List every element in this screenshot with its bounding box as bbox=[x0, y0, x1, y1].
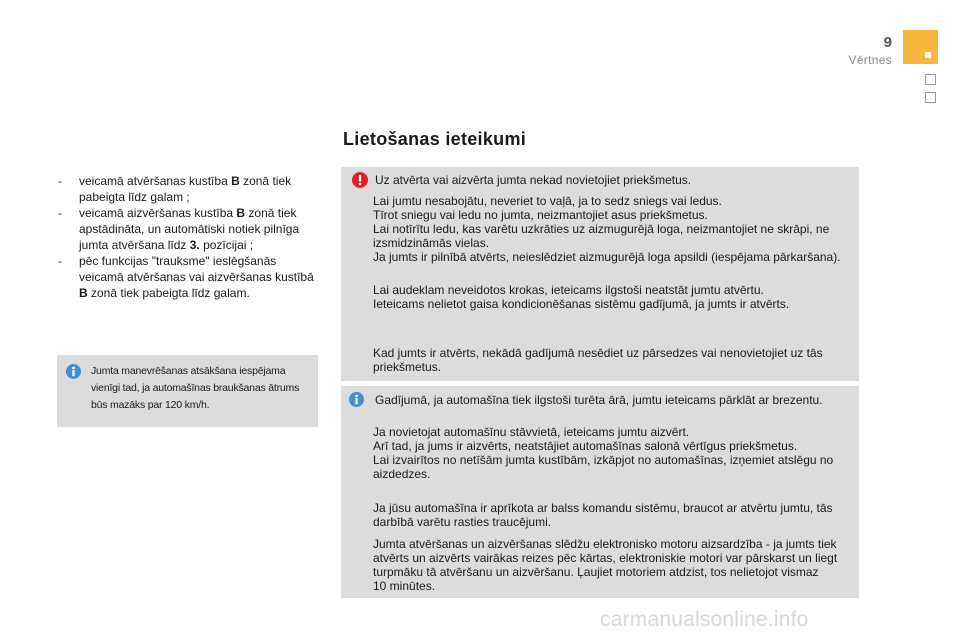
speed-info-note bbox=[57, 355, 318, 427]
info-note-text: Jumta manevrēšanas atsākšana iespējama vienīgi tad, ja automašīnas braukšanas ātrums būs mazāks par 120 km/h. bbox=[91, 365, 300, 411]
section-tab-2[interactable] bbox=[925, 74, 936, 85]
tab-marker-icon bbox=[925, 52, 931, 58]
warning-text-3: Lai audeklam neveidotos krokas, ieteicams ilgstoši neatstāt jumtu atvērtu. Ieteicams nelietot gaisa kondicionēšanas sistēmu gadījumā, ja jumts ir atvērts. bbox=[373, 283, 790, 311]
info-text-4: Jumta atvēršanas un aizvēršanas slēdžu elektronisko motoru aizsardzība - ja jumts tiek atvērts un aizvērts vairākas reizes pēc kārtas, elektroniskie motori var pārskarst un liegt turpmāku tā atvēršanu un aizvēršanu. Ļaujiet motoriem atdzist, tos nelietojot vismaz 10 minūtes. bbox=[373, 537, 838, 593]
warning-text-2: Lai jumtu nesabojātu, neveriet to vaļā, ja to sedz sniegs vai ledus. Tīrot sniegu vai ledu no jumta, neizmantojiet asus priekšmetus. Lai notīrītu ledu, kas varētu uzkrāties uz aizmugurējā loga, neizmantojiet ne skrāpi, ne izsmidzināmās vielas. Ja jumts ir pilnībā atvērts, neieslēdziet aizmugurējā loga apsildi (iespējama pārkaršana). bbox=[373, 194, 841, 264]
info-text-2: Ja novietojat automašīnu stāvvietā, ieteicams jumtu aizvērt. Arī tad, ja jums ir aizvērts, neatstājiet automašīnas salonā vērtīgus priekšmetus. Lai izvairītos no netīšām jumta kustībām, izkāpjot no automašīnas, izņemiet atslēgu no aizdedzes. bbox=[373, 425, 834, 481]
info-box bbox=[341, 386, 859, 598]
page-number: 9 bbox=[883, 34, 892, 51]
list-item: - veicamā atvēršanas kustība B zonā tiek pabeigta līdz galam ; bbox=[58, 174, 292, 204]
list-item: - veicamā aizvēršanas kustība B zonā tiek apstādināta, un automātiski notiek pilnīga jumta atvēršana līdz 3. pozīcijai ; bbox=[58, 206, 300, 252]
info-icon bbox=[66, 364, 81, 379]
warning-icon bbox=[352, 172, 368, 188]
behaviour-list bbox=[58, 173, 320, 301]
info-icon bbox=[349, 392, 364, 407]
warning-text-4: Kad jumts ir atvērts, nekādā gadījumā nesēdiet uz pārsedzes vai nenovietojiet uz tās priekšmetus. bbox=[373, 346, 823, 374]
info-text-3: Ja jūsu automašīna ir aprīkota ar balss komandu sistēmu, braucot ar atvērtu jumtu, tās darbībā varētu rasties traucējumi. bbox=[373, 501, 833, 529]
watermark: carmanualsonline.info bbox=[600, 608, 809, 631]
page-title: Lietošanas ieteikumi bbox=[343, 129, 527, 149]
warning-box bbox=[341, 167, 859, 381]
warning-text-1: Uz atvērta vai aizvērta jumta nekad novietojiet priekšmetus. bbox=[375, 173, 692, 187]
section-tab-active[interactable] bbox=[903, 30, 938, 64]
section-tab-3[interactable] bbox=[925, 92, 936, 103]
list-item: - pēc funkcijas "trauksme" ieslēgšanās veicamā atvēršanas vai aizvēršanas kustībā B zonā tiek pabeigta līdz galam. bbox=[58, 254, 314, 300]
info-text-1: Gadījumā, ja automašīna tiek ilgstoši turēta ārā, jumtu ieteicams pārklāt ar brezentu. bbox=[375, 393, 823, 407]
section-title: Vērtnes bbox=[848, 53, 892, 67]
